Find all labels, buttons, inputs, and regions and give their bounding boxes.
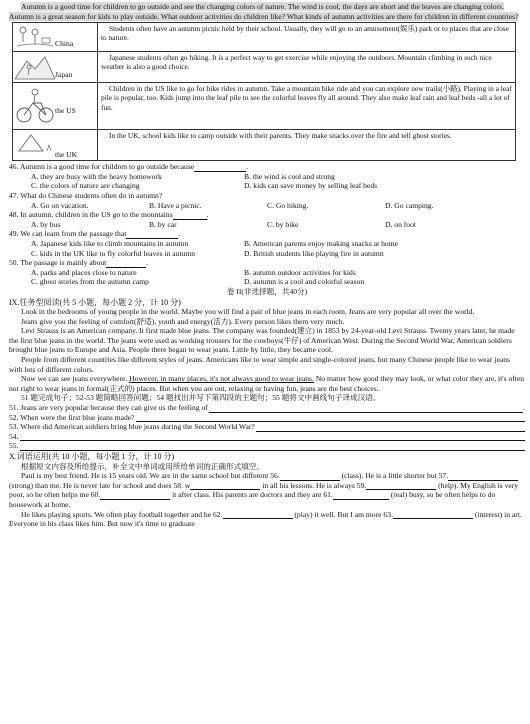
china-picture-cell (13, 23, 98, 52)
country-label: Japan (55, 69, 73, 79)
blank-61[interactable] (333, 491, 389, 500)
answer-blank[interactable] (173, 211, 207, 220)
underlined-sentence: However, in many places, it's not always good to wear jeans. (129, 374, 314, 384)
section9-paragraph: Levi Strauss is an American company. It first made blue jeans. The company was founded(建立) in 1853 by 24-year-old Levi Strauss. Twenty years later, he made the first blue jeans in the world. The jeans were used as working trousers for the cowboys(牛仔) of American West. During the Second World War, American soldiers brought blue jeans to Europe and Asia. People there began to wear jeans. Little by little, they became cool. (9, 326, 515, 355)
country-label: China (55, 38, 74, 48)
table-row (13, 52, 516, 83)
us-text: Children in the US like to go for bike rides in autumn. Take a mountain bike ride and you can explore new trails(小路). Playing in a leaf pile is popular, too. Kids jump into the leaf pile to see the colorful leaves fly all around. They also make leaf rain and leaf beds -all a lot of fun. (98, 83, 516, 130)
option-a[interactable]: A. by bus (31, 219, 61, 229)
section10-paragraph: Paul is my best friend. He is 15 years old. We are in the same school but different 56. (class). He is a little shorter but 57. (strong) than me. He is never late for school and does 58. w in all his lessons. He is always 59. (help). My English is very poor, so he often helps me 60. it after class. His parents are doctors and they are 61. (real) busy, so he often helps to do housework at home. (9, 471, 519, 509)
section9-title: IX.任务型阅读(共 5 小题，每小题 2 分，计 10 分) (9, 297, 181, 307)
option-c[interactable]: C. Go hiking. (267, 200, 309, 210)
option-a[interactable]: A. they are busy with the heavy homework (31, 171, 162, 181)
blank-56[interactable] (280, 472, 340, 481)
question-50: 50. The passage is mainly about . A. parks and places close to nature B. autumn outdoor activities for kids C. ghost stories from the autumn camp D. autumn is a cool and colorful season (9, 258, 365, 287)
question-51: 51. Jeans are very popular because they can give us the feeling of . (9, 403, 525, 413)
uk-picture-cell (13, 130, 98, 161)
answer-blank[interactable] (126, 230, 178, 239)
section9-instruction: 51 题完成句子；52-53 题简略回答问题；54 题找出并写下第四段的主题句；55 题将文中画线句子译成汉语。 (21, 393, 381, 403)
blank-58[interactable] (190, 481, 260, 490)
blank-59[interactable] (366, 481, 436, 490)
option-b[interactable]: B. American parents enjoy making snacks at home (244, 238, 398, 248)
section9-paragraph: Now we can see jeans everywhere. However, in many places, it's not always good to wear jeans. No matter how good they may look, or what color they are, it's often not right to wear jeans in formal(正式的) places. But when you are out, relaxing or having fun, jeans are the best choices. (9, 374, 525, 393)
passage-intro: Autumn is a good time for children to go outside and see the changing colors of nature. The wind is cool, the days are short and the leaves are changing colors. Autumn is a great season for kids to play outside. What outdoor activities do children like? What kinds of autumn activities are there for children in different countries? (9, 2, 519, 21)
question-46: 46. Autumn is a good time for children to go outside because . A. they are busy with the heavy homework B. the wind is cool and strong C. the colors of nature are changing D. kids can save money by selling leaf beds (9, 162, 378, 191)
option-d[interactable]: D. British students like playing fire in autumn (244, 248, 384, 258)
part2-title: 卷 II(非选择题，共40分) (226, 286, 308, 296)
option-c[interactable]: C. the colors of nature are changing (31, 181, 140, 191)
picnic-icon (15, 24, 55, 50)
bike-icon (15, 85, 57, 125)
country-label: the UK (55, 149, 78, 159)
section10-instruction: 根据短文内容及所给提示，补全文中单词或用所给单词的正确形式填空。 (21, 461, 264, 471)
answer-blank[interactable] (106, 259, 146, 268)
section10-title: X.词语运用(共 10 小题，每小题 1 分，计 10 分) (9, 452, 175, 461)
option-d[interactable]: D. autumn is a cool and colorful season (244, 277, 365, 287)
section9-paragraph: People from different countries like different styles of jeans. Americans like to wear simple and single-colored jeans, but many Chinese people like to wear jeans with lots of different colors. (9, 355, 510, 374)
exam-page (9, 0, 525, 529)
option-d[interactable]: D. kids can save money by selling leaf beds (244, 181, 378, 191)
option-d[interactable]: D. Go camping. (385, 200, 434, 210)
us-picture-cell (13, 83, 98, 130)
option-b[interactable]: B. Have a picnic. (149, 200, 202, 210)
uk-text: In the UK, school kids like to camp outside with their parents. They make snacks over the fire and tell ghost stories. (98, 130, 516, 161)
option-b[interactable]: B. the wind is cool and strong (244, 171, 335, 181)
country-label: the US (55, 105, 76, 115)
question-52: 52. When were the first blue jeans made? (9, 413, 525, 423)
question-48: 48. In autumn, children in the US go to the mountains . A. by bus B. by car C. by bike D. on foot (9, 210, 417, 229)
japan-text: Japanese students often go hiking. It is a perfect way to get exercise while enjoying the outdoors. Mountain climbing in such nice weather is also a good choice. (98, 52, 516, 83)
country-table (12, 22, 516, 161)
answer-line[interactable] (20, 432, 526, 441)
option-b[interactable]: B. autumn outdoor activities for kids (244, 267, 356, 277)
blank-60[interactable] (100, 491, 170, 500)
blank-62[interactable] (223, 510, 293, 519)
question-49: 49. We can learn from the passage that . A. Japanese kids like to climb mountains in autumn B. American parents enjoy making snacks at home C. kids in the UK like to fly colorful leaves in autumn D. British students like playing fire in autumn (9, 229, 398, 258)
camping-icon (15, 131, 55, 153)
blank-57[interactable] (448, 472, 518, 481)
option-c[interactable]: C. ghost stories from the autumn camp (31, 277, 149, 287)
question-53: 53. Where did American soldiers bring blue jeans during the Second World War? (9, 422, 525, 432)
section10-paragraph: He likes playing sports. We often play football together and he 62. (play) it well. But I am more 63. (interest) in art. Everyone in his class likes him. But now it's time to graduate (9, 509, 522, 529)
option-d[interactable]: D. on foot (385, 219, 417, 229)
answer-line[interactable] (136, 413, 525, 422)
china-text: Students often have an autumn picnic held by their school. Usually, they will go to an amusement(娱乐) park or to places that are close to nature. (98, 23, 516, 52)
question-54: 54. (9, 432, 525, 442)
answer-line[interactable] (256, 423, 525, 432)
answer-blank[interactable] (194, 163, 246, 172)
question-47: 47. What do Chinese students often do in autumn? A. Go on vacation. B. Have a picnic. C. Go hiking. D. Go camping. (9, 190, 434, 210)
blank-63[interactable] (393, 510, 473, 519)
section9-paragraph: Look in the bedrooms of young people in the world. Maybe you will find a pair of blue jeans in each room. Jeans are very popular all over the world. (21, 307, 475, 317)
question-55: 55. (9, 441, 525, 451)
table-row (13, 83, 516, 130)
option-b[interactable]: B. by car (149, 219, 177, 229)
answer-line[interactable] (20, 442, 526, 451)
answer-line[interactable] (209, 404, 523, 413)
section9-paragraph: Jeans give you the feeling of comfort(舒适), youth and energy(活力). Every person likes them very much. (21, 316, 345, 326)
option-a[interactable]: A. Go on vacation. (31, 200, 89, 210)
option-a[interactable]: A. Japanese kids like to climb mountains in autumn (31, 238, 189, 248)
table-row (13, 23, 516, 52)
japan-picture-cell (13, 52, 98, 83)
option-a[interactable]: A. parks and places close to nature (31, 267, 137, 277)
option-c[interactable]: C. kids in the UK like to fly colorful leaves in autumn (31, 248, 196, 258)
table-row (13, 130, 516, 161)
option-c[interactable]: C. by bike (267, 219, 299, 229)
hiking-icon (15, 53, 55, 81)
